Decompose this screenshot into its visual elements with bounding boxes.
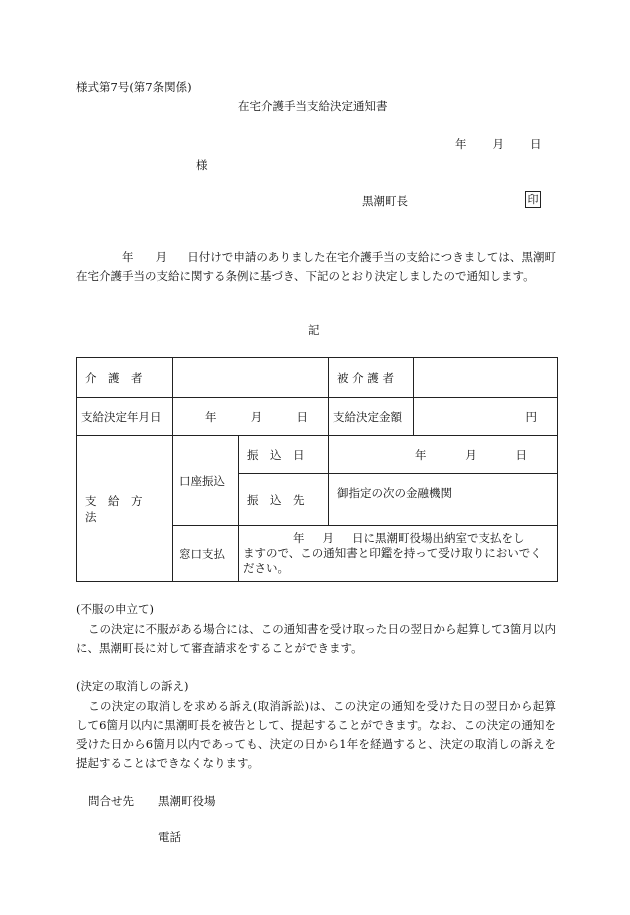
counter-text-line3: ださい。 [243, 561, 289, 575]
transfer-date-year: 年 [415, 447, 427, 462]
counter-text-line1: 日に黒潮町役場出納室で支払をし [352, 531, 525, 545]
table-row [77, 398, 558, 436]
transfer-date-label: 振 込 日 [239, 436, 329, 474]
bank-transfer-label: 口座振込 [173, 436, 239, 526]
transfer-date-value [329, 436, 558, 474]
amount-value [414, 398, 558, 436]
issuer-name: 黒潮町長 [362, 194, 408, 208]
decision-date-month: 月 [250, 409, 263, 424]
issue-date-month: 月 [492, 137, 504, 151]
decision-date-value [173, 398, 329, 436]
revocation-paragraph [76, 697, 556, 773]
notification-paragraph [76, 248, 556, 286]
decision-table [76, 357, 558, 582]
table-row [77, 436, 558, 474]
contact-phone-label: 電話 [158, 830, 181, 844]
counter-payment-label: 窓口支払 [173, 526, 239, 582]
table-row [77, 358, 558, 398]
body-month: 月 [155, 250, 168, 264]
transfer-date-month: 月 [465, 447, 477, 462]
transfer-date-day: 日 [515, 447, 527, 462]
contact-label: 問合せ先 [88, 794, 134, 808]
seal-box: 印 [525, 191, 541, 208]
transfer-dest-label: 振 込 先 [239, 474, 329, 526]
caregiver-label: 介 護 者 [77, 358, 173, 398]
objection-text: この決定に不服がある場合には、この通知書を受け取った日の翌日から起算して3箇月以内に、黒潮町長に対して審査請求をすることができます。 [76, 622, 556, 655]
decision-date-label: 支給決定年月日 [77, 398, 173, 436]
revocation-text: この決定の取消しを求める訴え(取消訴訟)は、この決定の通知を受けた日の翌日から起算して6箇月以内に黒潮町長を被告として、提起することができます。なお、この決定の通知を受けた日から6箇月以内であっても、決定の日から1年を経過すると、決定の取消しの訴えを提起することはできなくなります。 [76, 699, 556, 770]
objection-heading: (不服の申立て) [76, 602, 154, 616]
issue-date-day: 日 [530, 137, 542, 151]
contact-office: 黒潮町役場 [158, 794, 216, 808]
amount-label: 支給決定金額 [329, 398, 414, 436]
document-title: 在宅介護手当支給決定通知書 [238, 99, 388, 113]
decision-date-year: 年 [205, 409, 217, 424]
ki-heading: 記 [308, 323, 320, 337]
payment-method-label: 支 給 方 法 [77, 436, 173, 582]
objection-paragraph [76, 620, 556, 658]
counter-payment-text [239, 526, 558, 582]
caregiver-value [173, 358, 329, 398]
care-recipient-value [414, 358, 558, 398]
body-year: 年 [122, 250, 134, 264]
seal-mark [525, 191, 541, 208]
revocation-heading: (決定の取消しの訴え) [76, 679, 189, 693]
issue-date-year: 年 [455, 137, 467, 151]
amount-unit: 円 [525, 409, 537, 424]
decision-date-day: 日 [296, 409, 308, 424]
issue-date [455, 136, 542, 152]
care-recipient-label: 被 介 護 者 [329, 358, 414, 398]
addressee-suffix: 様 [196, 158, 208, 172]
counter-month: 月 [322, 531, 334, 545]
counter-year: 年 [293, 531, 305, 545]
transfer-dest-value: 御指定の次の金融機関 [329, 474, 558, 526]
form-number: 様式第7号(第7条関係) [76, 80, 192, 94]
body-text: 日付けで申請のありました在宅介護手当の支給につきましては、黒潮町在宅介護手当の支給に関する条例に基づき、下記のとおり決定しましたので通知します。 [76, 250, 557, 283]
counter-text-line2: ますので、この通知書と印鑑を持って受け取りにおいでく [243, 546, 542, 560]
